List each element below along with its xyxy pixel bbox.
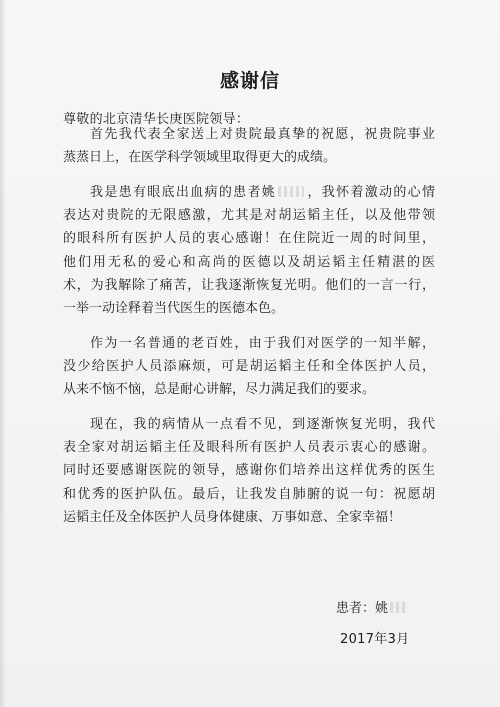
paragraph-line: 运韬主任及全体医护人员身体健康、万事如意、全家幸福！ <box>63 509 402 525</box>
paragraph-line: 和优秀的医护队伍。最后，让我发自肺腑的说一句：祝愿胡 <box>63 486 435 502</box>
letter-date: 2017年3月 <box>340 632 410 647</box>
paragraph-line <box>63 181 435 204</box>
paragraph-line: 术，为我解除了痛苦，让我逐渐恢复光明。他们的一言一行， <box>63 277 435 293</box>
paragraph-1 <box>63 123 435 169</box>
signature-text: 患者：姚 <box>336 601 389 616</box>
paragraph-3 <box>63 332 435 402</box>
paragraph-line: 现在，我的病情从一点看不见，到逐渐恢复光明，我代 <box>90 417 435 432</box>
paragraph-line: 表全家对胡运韬主任及眼科所有医护人员表示衷心的感谢。 <box>63 440 435 456</box>
signature-line <box>336 597 410 616</box>
paragraph-line: 一举一动诠释着当代医生的医德本色。 <box>63 301 285 317</box>
paragraph-line: 没少给医护人员添麻烦，可是胡运韬主任和全体医护人员， <box>63 359 435 375</box>
paragraph-line: 的眼科所有医护人员的衷心感谢！在住院近一周的时间里， <box>63 231 435 247</box>
paragraph-line: 首先我代表全家送上对贵院最真挚的祝愿，祝贵院事业 <box>90 127 435 142</box>
paragraph-line: 作为一名普通的老百姓，由于我们对医学的一知半解， <box>90 336 435 351</box>
redacted-name-mark <box>278 186 304 197</box>
paragraph-line: 表达对贵院的无限感激，尤其是对胡运韬主任，以及他带领 <box>63 208 435 224</box>
paragraph-line: 同时还要感谢医院的领导，感谢你们培养出这样优秀的医生 <box>63 463 435 479</box>
paragraph-line: 蒸蒸日上，在医学科学领域里取得更大的成绩。 <box>63 150 337 166</box>
redacted-name-mark <box>390 602 408 613</box>
scan-edge-shadow <box>0 0 6 707</box>
paragraph-text: 我是患有眼底出血病的患者姚 <box>90 185 277 200</box>
paragraph-line: 他们用无私的爱心和高尚的医德以及胡运韬主任精湛的医 <box>63 254 435 270</box>
paragraph-text: ，我怀着激动的心情 <box>306 185 435 200</box>
letter-salutation: 尊敬的北京清华长庚医院领导： <box>63 112 250 127</box>
paragraph-2 <box>63 181 435 320</box>
letter-title: 感谢信 <box>219 70 280 92</box>
paragraph-4 <box>63 413 435 529</box>
paragraph-line: 从来不恼不恼，总是耐心讲解，尽力满足我们的要求。 <box>63 382 376 398</box>
